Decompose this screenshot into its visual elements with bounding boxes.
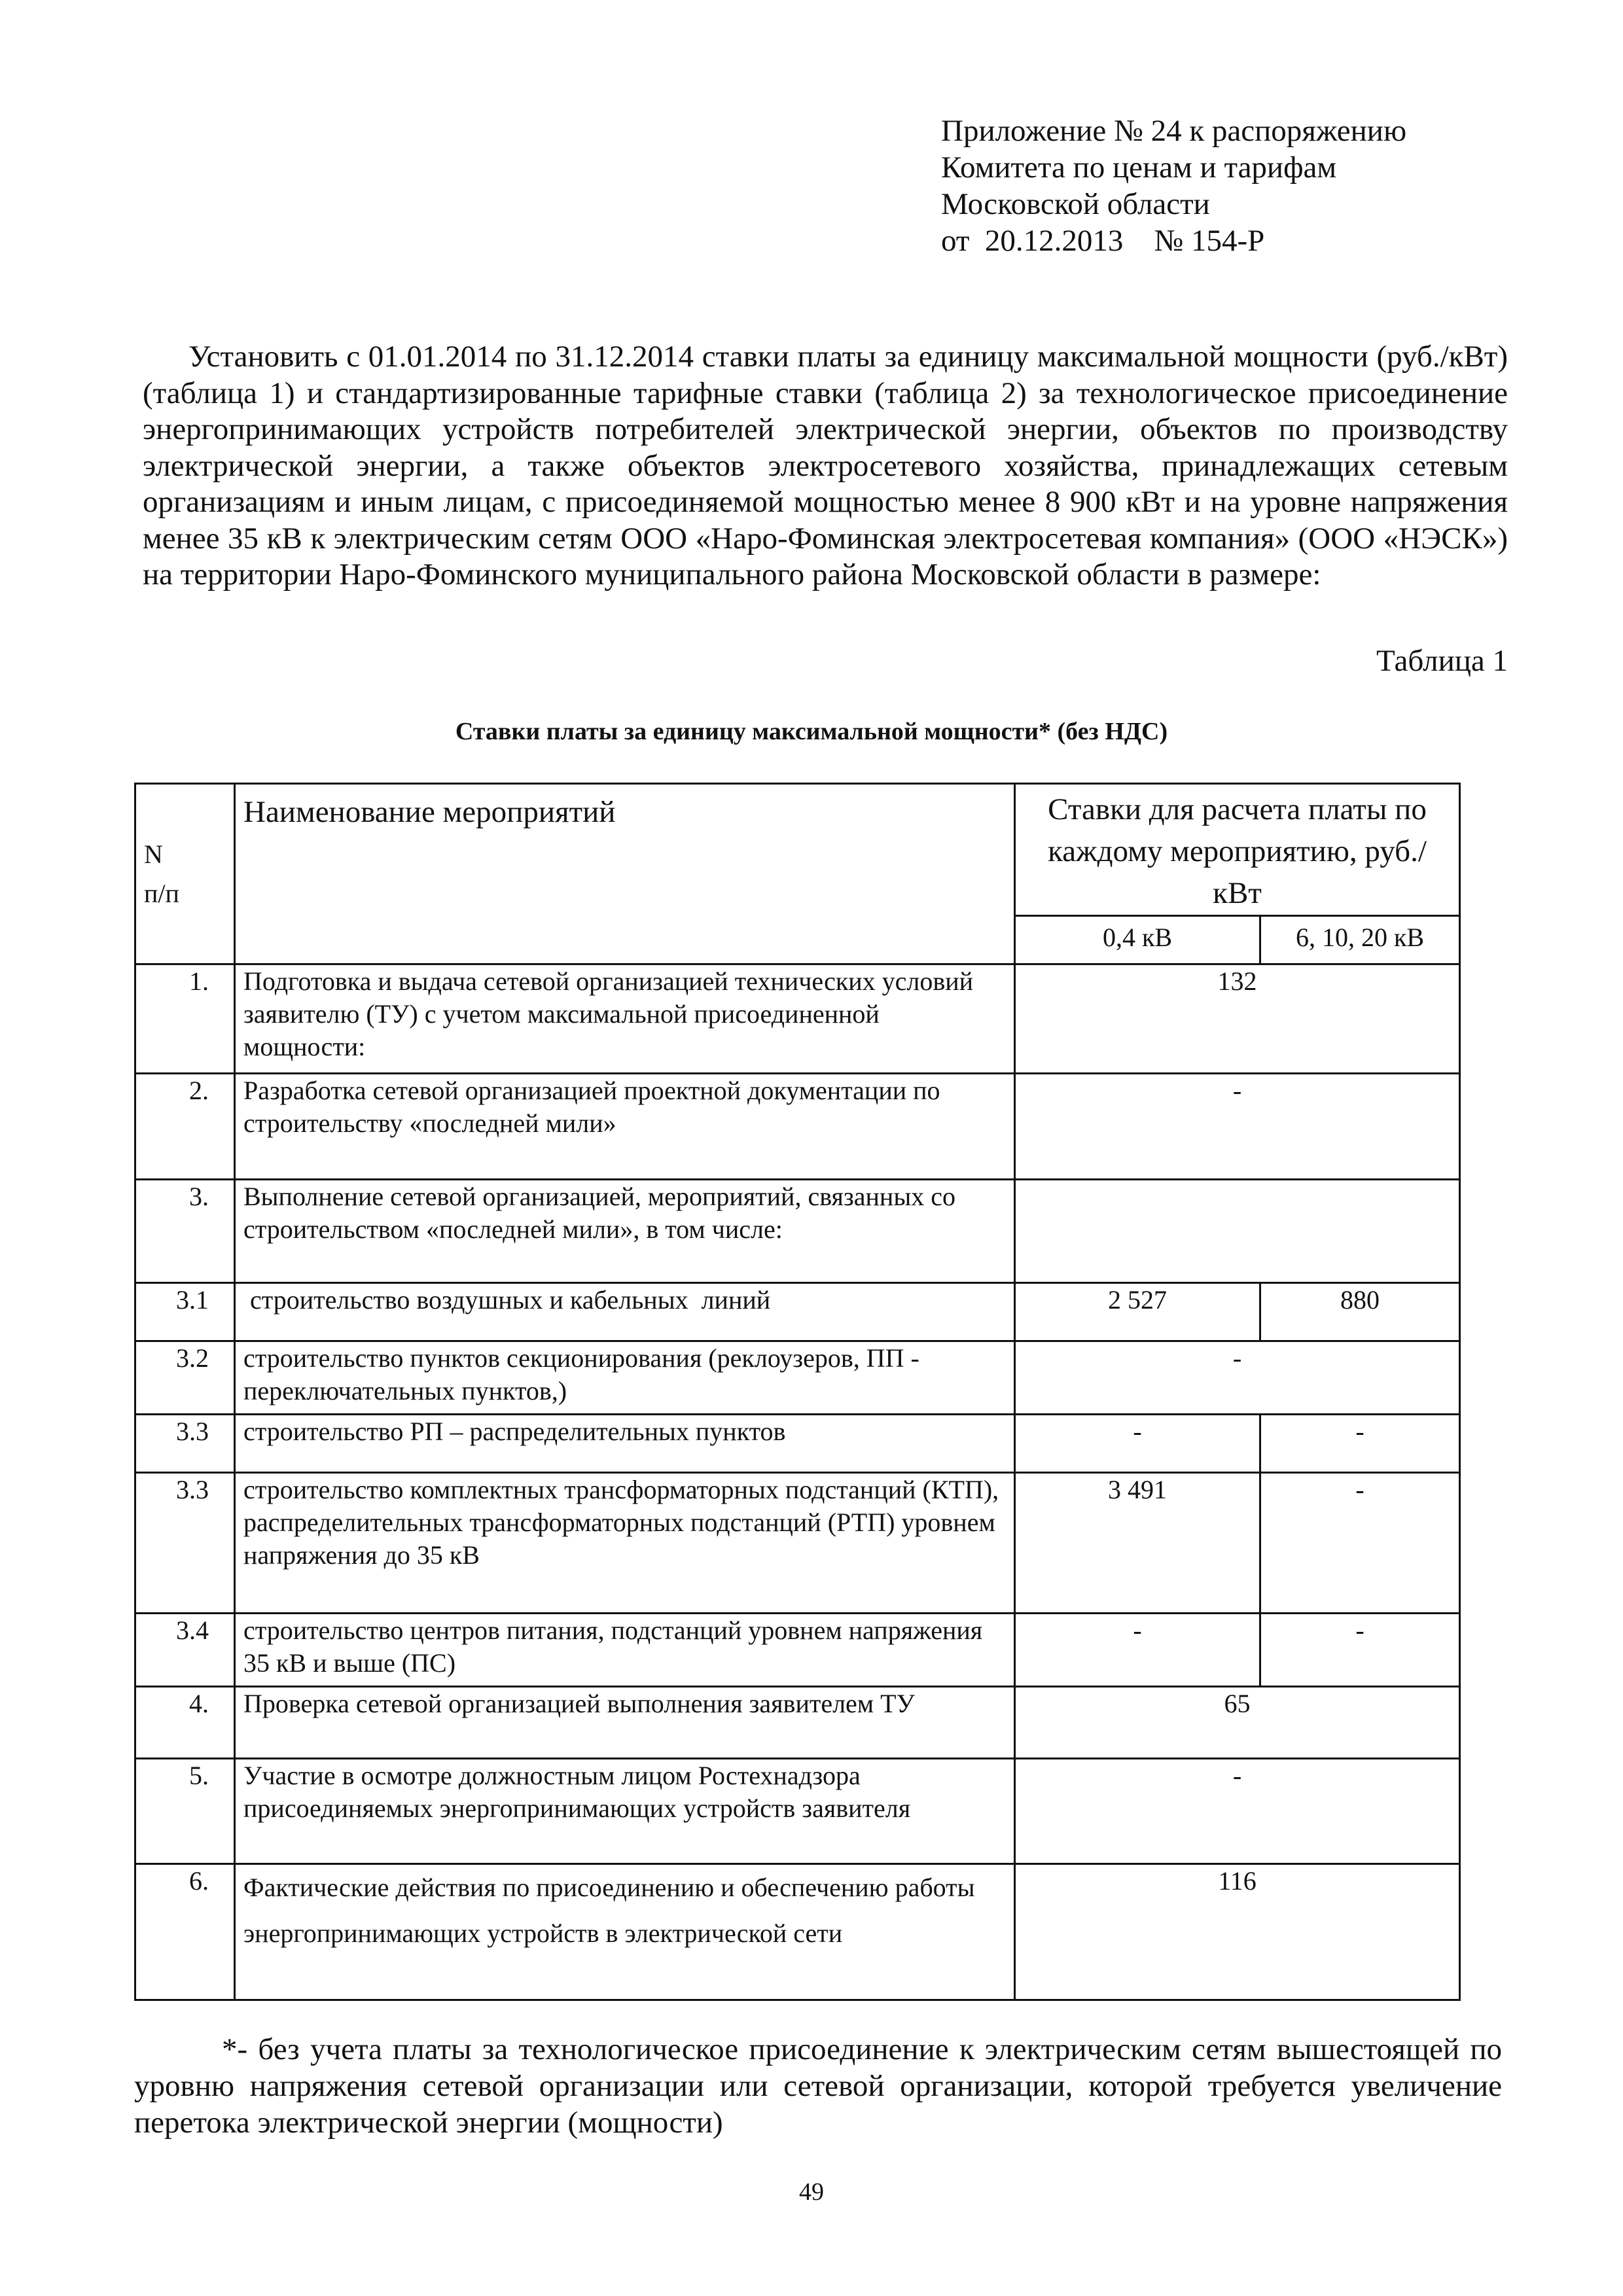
row-name: строительство воздушных и кабельных линий xyxy=(235,1283,1015,1341)
row-value: 116 xyxy=(1015,1864,1460,2000)
row-number: 4. xyxy=(135,1687,235,1759)
row-name: строительство пунктов секционирования (реклоузеров, ПП - переключательных пунктов,) xyxy=(235,1341,1015,1415)
row-name: строительство комплектных трансформаторных подстанций (КТП), распределительных трансформаторных подстанций (РТП) уровнем напряжения до 35 кВ xyxy=(235,1473,1015,1614)
column-header-rate: Ставки для расчета платы по каждому мероприятию, руб./кВт xyxy=(1015,784,1460,916)
table-header-row xyxy=(135,784,1460,916)
row-name: Фактические действия по присоединению и обеспечению работы энергопринимающих устройств в электрической сети xyxy=(235,1864,1015,2000)
table-title: Ставки платы за единицу максимальной мощности* (без НДС) xyxy=(455,718,1168,745)
row-value-6-10-20kv: - xyxy=(1260,1415,1460,1473)
row-number: 3.3 xyxy=(135,1473,235,1614)
footnote: *- без учета платы за технологическое присоединение к электрическим сетям вышестоящей по уровню напряжения сетевой организации или сетевой организации, которой требуется увеличение перетока электрической энергии (мощности) xyxy=(134,2032,1502,2140)
intro-paragraph: Установить с 01.01.2014 по 31.12.2014 ставки платы за единицу максимальной мощности (руб./кВт) (таблица 1) и стандартизированные тарифные ставки (таблица 2) за технологическое присоединение энергопринимающих устройств потребителей электрической энергии, объектов по производству электрической энергии, а также объектов электросетевого хозяйства, принадлежащих сетевым организациям и иным лицам, с присоединяемой мощностью менее 8 900 кВт и на уровне напряжения менее 35 кВ к электрическим сетям ООО «Наро-Фоминская электросетевая компания» (ООО «НЭСК») на территории Наро-Фоминского муниципального района Московской области в размере: xyxy=(143,340,1508,592)
row-value-04kv: - xyxy=(1015,1415,1260,1473)
row-name: строительство центров питания, подстанций уровнем напряжения 35 кВ и выше (ПС) xyxy=(235,1614,1015,1687)
row-value xyxy=(1015,1180,1460,1283)
row-name: Проверка сетевой организацией выполнения заявителем ТУ xyxy=(235,1687,1015,1759)
header-line-1: Приложение № 24 к распоряжению xyxy=(941,114,1407,148)
column-header-6-10-20kv: 6, 10, 20 кВ xyxy=(1260,916,1460,964)
row-number: 2. xyxy=(135,1074,235,1180)
header-line-4: от 20.12.2013 № 154-Р xyxy=(941,224,1265,258)
row-value-6-10-20kv: - xyxy=(1260,1614,1460,1687)
table-row xyxy=(135,1759,1460,1864)
table-row xyxy=(135,964,1460,1074)
row-name: Подготовка и выдача сетевой организацией технических условий заявителю (ТУ) с учетом максимальной присоединенной мощности: xyxy=(235,964,1015,1074)
row-number: 3.1 xyxy=(135,1283,235,1341)
row-value-04kv: - xyxy=(1015,1614,1260,1687)
appendix-header xyxy=(941,113,1530,259)
row-number: 6. xyxy=(135,1864,235,2000)
row-value-6-10-20kv: - xyxy=(1260,1473,1460,1614)
row-value-6-10-20kv: 880 xyxy=(1260,1283,1460,1341)
row-number: 1. xyxy=(135,964,235,1074)
row-value: - xyxy=(1015,1759,1460,1864)
column-header-name: Наименование мероприятий xyxy=(235,784,1015,964)
page-number: 49 xyxy=(799,2178,824,2206)
row-value: - xyxy=(1015,1341,1460,1415)
row-number: 5. xyxy=(135,1759,235,1864)
row-name: Участие в осмотре должностным лицом Ростехнадзора присоединяемых энергопринимающих устройств заявителя xyxy=(235,1759,1015,1864)
row-value: 65 xyxy=(1015,1687,1460,1759)
table-row xyxy=(135,1180,1460,1283)
row-value: 132 xyxy=(1015,964,1460,1074)
table-row xyxy=(135,1074,1460,1180)
table-row xyxy=(135,1341,1460,1415)
table-row xyxy=(135,1614,1460,1687)
table-row xyxy=(135,1283,1460,1341)
row-number: 3. xyxy=(135,1180,235,1283)
table-row xyxy=(135,1415,1460,1473)
row-value: - xyxy=(1015,1074,1460,1180)
row-name: Выполнение сетевой организацией, мероприятий, связанных со строительством «последней мили», в том числе: xyxy=(235,1180,1015,1283)
table-row xyxy=(135,1687,1460,1759)
table-label: Таблица 1 xyxy=(1376,644,1508,678)
table-row xyxy=(135,1864,1460,2000)
row-value-04kv: 2 527 xyxy=(1015,1283,1260,1341)
row-number: 3.3 xyxy=(135,1415,235,1473)
header-line-3: Московской области xyxy=(941,187,1210,221)
row-number: 3.2 xyxy=(135,1341,235,1415)
header-line-2: Комитета по ценам и тарифам xyxy=(941,150,1337,185)
column-header-number-line2: п/п xyxy=(144,878,179,908)
column-header-number xyxy=(135,784,235,964)
row-name: Разработка сетевой организацией проектной документации по строительству «последней мили» xyxy=(235,1074,1015,1180)
column-header-number-line1: N xyxy=(144,839,163,869)
column-header-04kv: 0,4 кВ xyxy=(1015,916,1260,964)
rates-table xyxy=(134,783,1461,2001)
row-value-04kv: 3 491 xyxy=(1015,1473,1260,1614)
row-name: строительство РП – распределительных пунктов xyxy=(235,1415,1015,1473)
table-row xyxy=(135,1473,1460,1614)
row-number: 3.4 xyxy=(135,1614,235,1687)
